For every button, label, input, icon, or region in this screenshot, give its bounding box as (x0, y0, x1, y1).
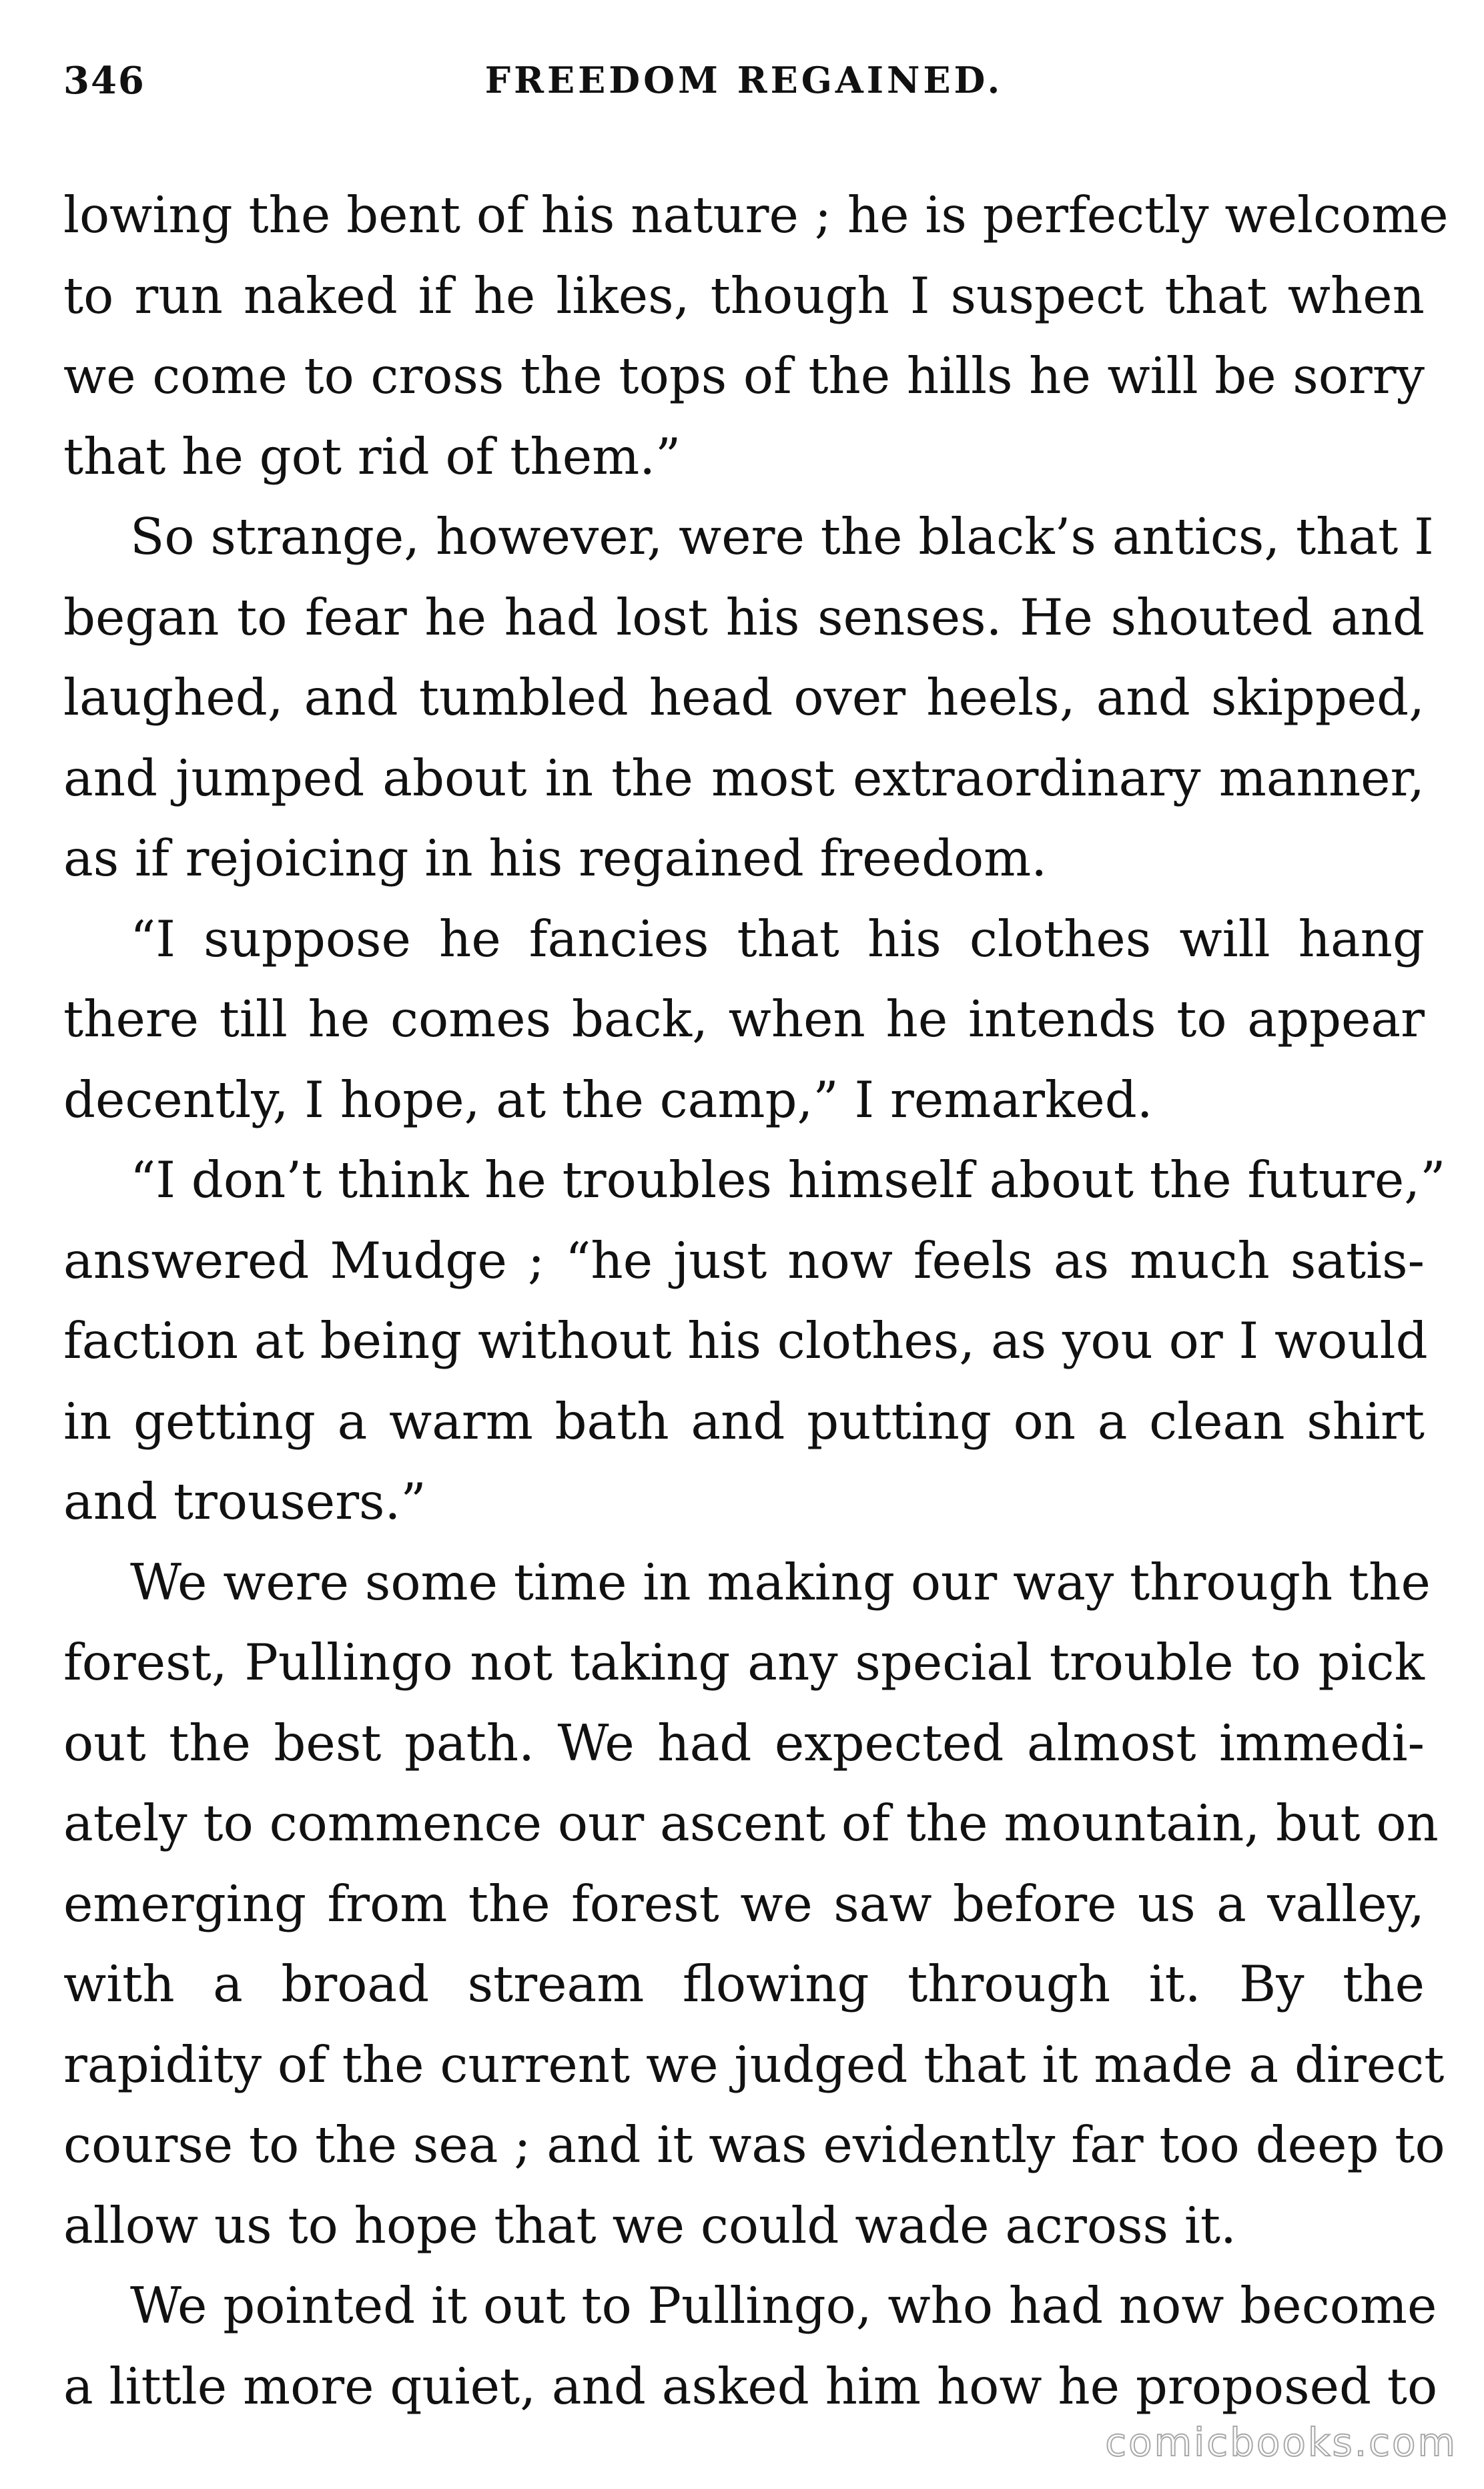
text-line: “I don’t think he troubles himself about the future,” (130, 1150, 1446, 1209)
text-line: as if rejoicing in his regained freedom. (63, 829, 1048, 887)
text-line: forest, Pullingo not taking any special trouble to pick (63, 1633, 1425, 1692)
text-line: “I suppose he fancies that his clothes will hang (130, 909, 1425, 968)
paragraph (63, 175, 1449, 496)
text-line: allow us to hope that we could wade across it. (63, 2195, 1236, 2255)
text-line: with a broad stream flowing through it. By the (63, 1954, 1425, 2013)
text-line: in getting a warm bath and putting on a clean shirt (63, 1391, 1425, 1451)
paragraph (63, 1140, 1446, 1542)
text-line: course to the sea ; and it was evidently far too deep to (63, 2115, 1445, 2174)
text-line: to run naked if he likes, though I suspect that when (63, 266, 1425, 325)
paragraph (63, 1542, 1445, 2266)
text-line: we come to cross the tops of the hills he will be sorry (63, 346, 1425, 405)
text-line: laughed, and tumbled head over heels, and skipped, (63, 668, 1425, 727)
text-line: answered Mudge ; “he just now feels as much satis- (63, 1230, 1425, 1290)
text-line: there till he comes back, when he intends to appear (63, 990, 1425, 1048)
page-number: 346 (63, 59, 145, 103)
paragraph (63, 899, 1425, 1140)
text-line: a little more quiet, and asked him how he proposed to (63, 2356, 1438, 2416)
running-head (63, 59, 1425, 112)
text-line: decently, I hope, at the camp,” I remarked. (63, 1070, 1153, 1129)
text-line: that he got rid of them.” (63, 426, 681, 486)
text-line: ately to commence our ascent of the mountain, but on (63, 1794, 1439, 1852)
text-line: We pointed it out to Pullingo, who had now become (130, 2276, 1437, 2335)
text-line: and jumped about in the most extraordinary manner, (63, 748, 1425, 807)
paragraph (63, 496, 1434, 899)
paragraph (63, 2265, 1438, 2426)
text-line: faction at being without his clothes, as you or I would (63, 1311, 1428, 1370)
body-text (63, 175, 1449, 2426)
text-line: So strange, however, were the black’s antics, that I (130, 507, 1434, 566)
text-line: and trousers.” (63, 1472, 426, 1531)
running-title: FREEDOM REGAINED. (484, 59, 1004, 101)
text-line: emerging from the forest we saw before us a valley, (63, 1874, 1425, 1933)
text-line: began to fear he had lost his senses. He shouted and (63, 587, 1425, 647)
text-line: We were some time in making our way through the (130, 1552, 1431, 1612)
text-line: out the best path. We had expected almost immedi- (63, 1713, 1425, 1772)
text-line: lowing the bent of his nature ; he is perfectly welcome (63, 186, 1449, 244)
text-line: rapidity of the current we judged that it made a direct (63, 2035, 1445, 2094)
watermark-logo: comicbooks.com (1105, 2420, 1457, 2465)
